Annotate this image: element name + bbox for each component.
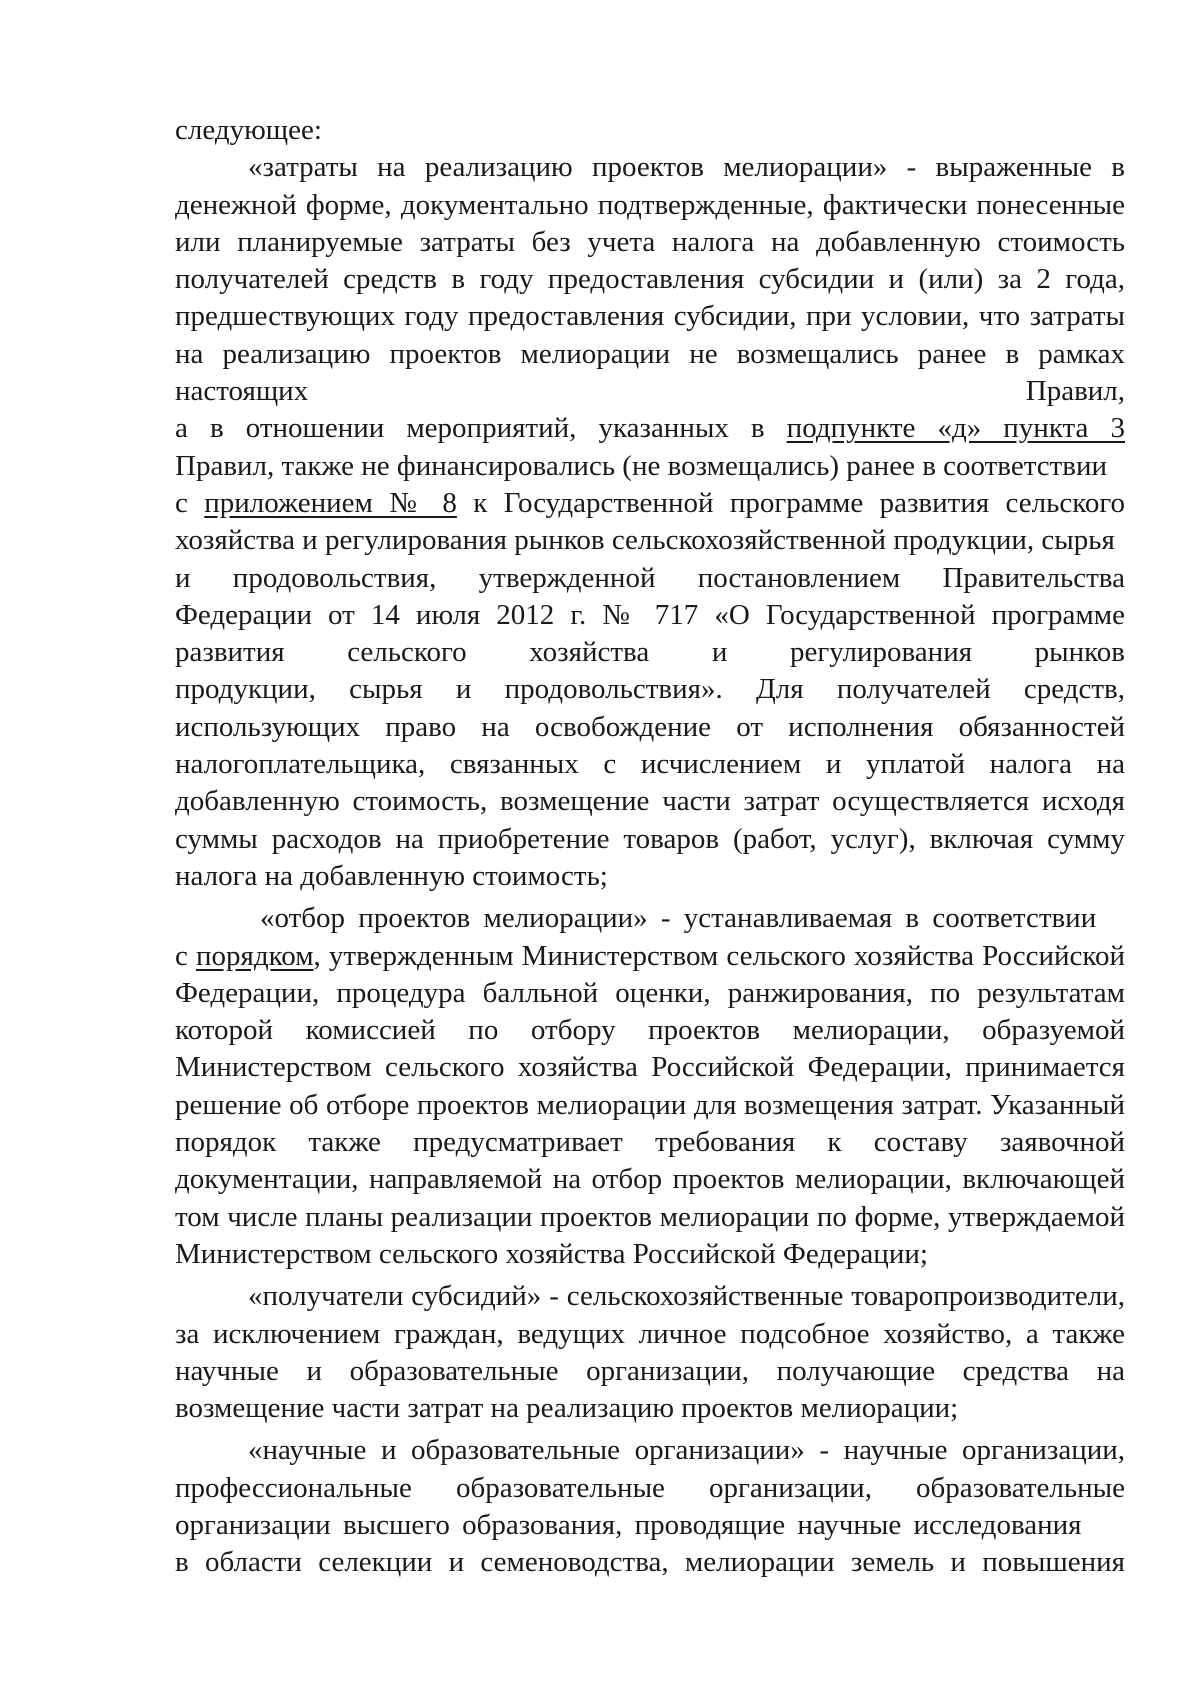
text-line: следующее: <box>175 114 322 146</box>
text-line: и продовольствия, утвержденной постановлением Правительства <box>175 561 1125 594</box>
text-line: Правил, также не финансировались (не возмещались) ранее в соответствии <box>175 449 1107 482</box>
text-line: документации, направляемой на отбор проектов мелиорации, включающей <box>175 1163 1125 1196</box>
text-line: Министерством сельского хозяйства Российской Федерации; <box>175 1237 928 1270</box>
text-line: настоящих Правил, <box>175 375 1125 408</box>
text-line: добавленную стоимость, возмещение части затрат осуществляется исходя <box>175 785 1125 818</box>
text-line: развития сельского хозяйства и регулирования рынков <box>175 636 1125 669</box>
text-line: профессиональные образовательные организации, образовательные <box>175 1471 1125 1504</box>
text-line: налога на добавленную стоимость; <box>175 859 608 892</box>
reference-link[interactable]: подпункте «д» пункта 3 <box>786 412 1125 445</box>
text-line: научные и образовательные организации, получающие средства на <box>175 1354 1125 1387</box>
text-line: Министерством сельского хозяйства Российской Федерации, принимается <box>175 1051 1125 1084</box>
text-line: Федерации, процедура балльной оценки, ранжирования, по результатам <box>175 976 1125 1009</box>
text-line: порядок также предусматривает требования к составу заявочной <box>175 1126 1125 1159</box>
reference-link[interactable]: приложением № 8 <box>204 486 457 519</box>
text-line: которой комиссией по отбору проектов мелиорации, образуемой <box>175 1014 1125 1047</box>
text-line: решение об отборе проектов мелиорации для возмещения затрат. Указанный <box>175 1088 1125 1121</box>
document-body <box>175 112 1125 1582</box>
text-line: том числе планы реализации проектов мелиорации по форме, утверждаемой <box>175 1200 1125 1233</box>
text-line: «научные и образовательные организации» - научные организации, <box>248 1434 1125 1467</box>
reference-link[interactable]: порядком <box>196 939 314 972</box>
text-line: налогоплательщика, связанных с исчислением и уплатой налога на <box>175 748 1125 781</box>
text-line: «отбор проектов мелиорации» - устанавливаемая в соответствии <box>260 902 1097 935</box>
text-line: возмещение части затрат на реализацию проектов мелиорации; <box>175 1392 959 1425</box>
text-line: с приложением № 8 к Государственной программе развития сельского <box>175 486 1125 519</box>
text-line: за исключением граждан, ведущих личное подсобное хозяйство, а также <box>175 1317 1125 1350</box>
text-line: или планируемые затраты без учета налога на добавленную стоимость <box>175 225 1125 258</box>
text-line: хозяйства и регулирования рынков сельскохозяйственной продукции, сырья <box>175 524 1115 557</box>
text-line: использующих право на освобождение от исполнения обязанностей <box>175 710 1125 743</box>
text-line: предшествующих году предоставления субсидии, при условии, что затраты <box>175 300 1125 333</box>
text-line: продукции, сырья и продовольствия». Для получателей средств, <box>175 673 1125 706</box>
text-line: в области селекции и семеноводства, мелиорации земель и повышения <box>175 1546 1125 1579</box>
text-line: Федерации от 14 июля 2012 г. № 717 «О Государственной программе <box>175 598 1125 631</box>
text-line: получателей средств в году предоставления субсидии и (или) за 2 года, <box>175 263 1125 296</box>
text-line: «затраты на реализацию проектов мелиорации» - выраженные в <box>248 151 1125 184</box>
text-line: на реализацию проектов мелиорации не возмещались ранее в рамках <box>175 337 1125 370</box>
text-line: организации высшего образования, проводящие научные исследования <box>175 1508 1082 1541</box>
text-line: «получатели субсидий» - сельскохозяйственные товаропроизводители, <box>248 1280 1125 1313</box>
text-line: денежной форме, документально подтвержденные, фактически понесенные <box>175 188 1125 221</box>
text-line: а в отношении мероприятий, указанных в подпункте «д» пункта 3 <box>175 412 1125 445</box>
text-line: суммы расходов на приобретение товаров (работ, услуг), включая сумму <box>175 822 1125 855</box>
text-line: с порядком, утвержденным Министерством сельского хозяйства Российской <box>175 939 1125 972</box>
